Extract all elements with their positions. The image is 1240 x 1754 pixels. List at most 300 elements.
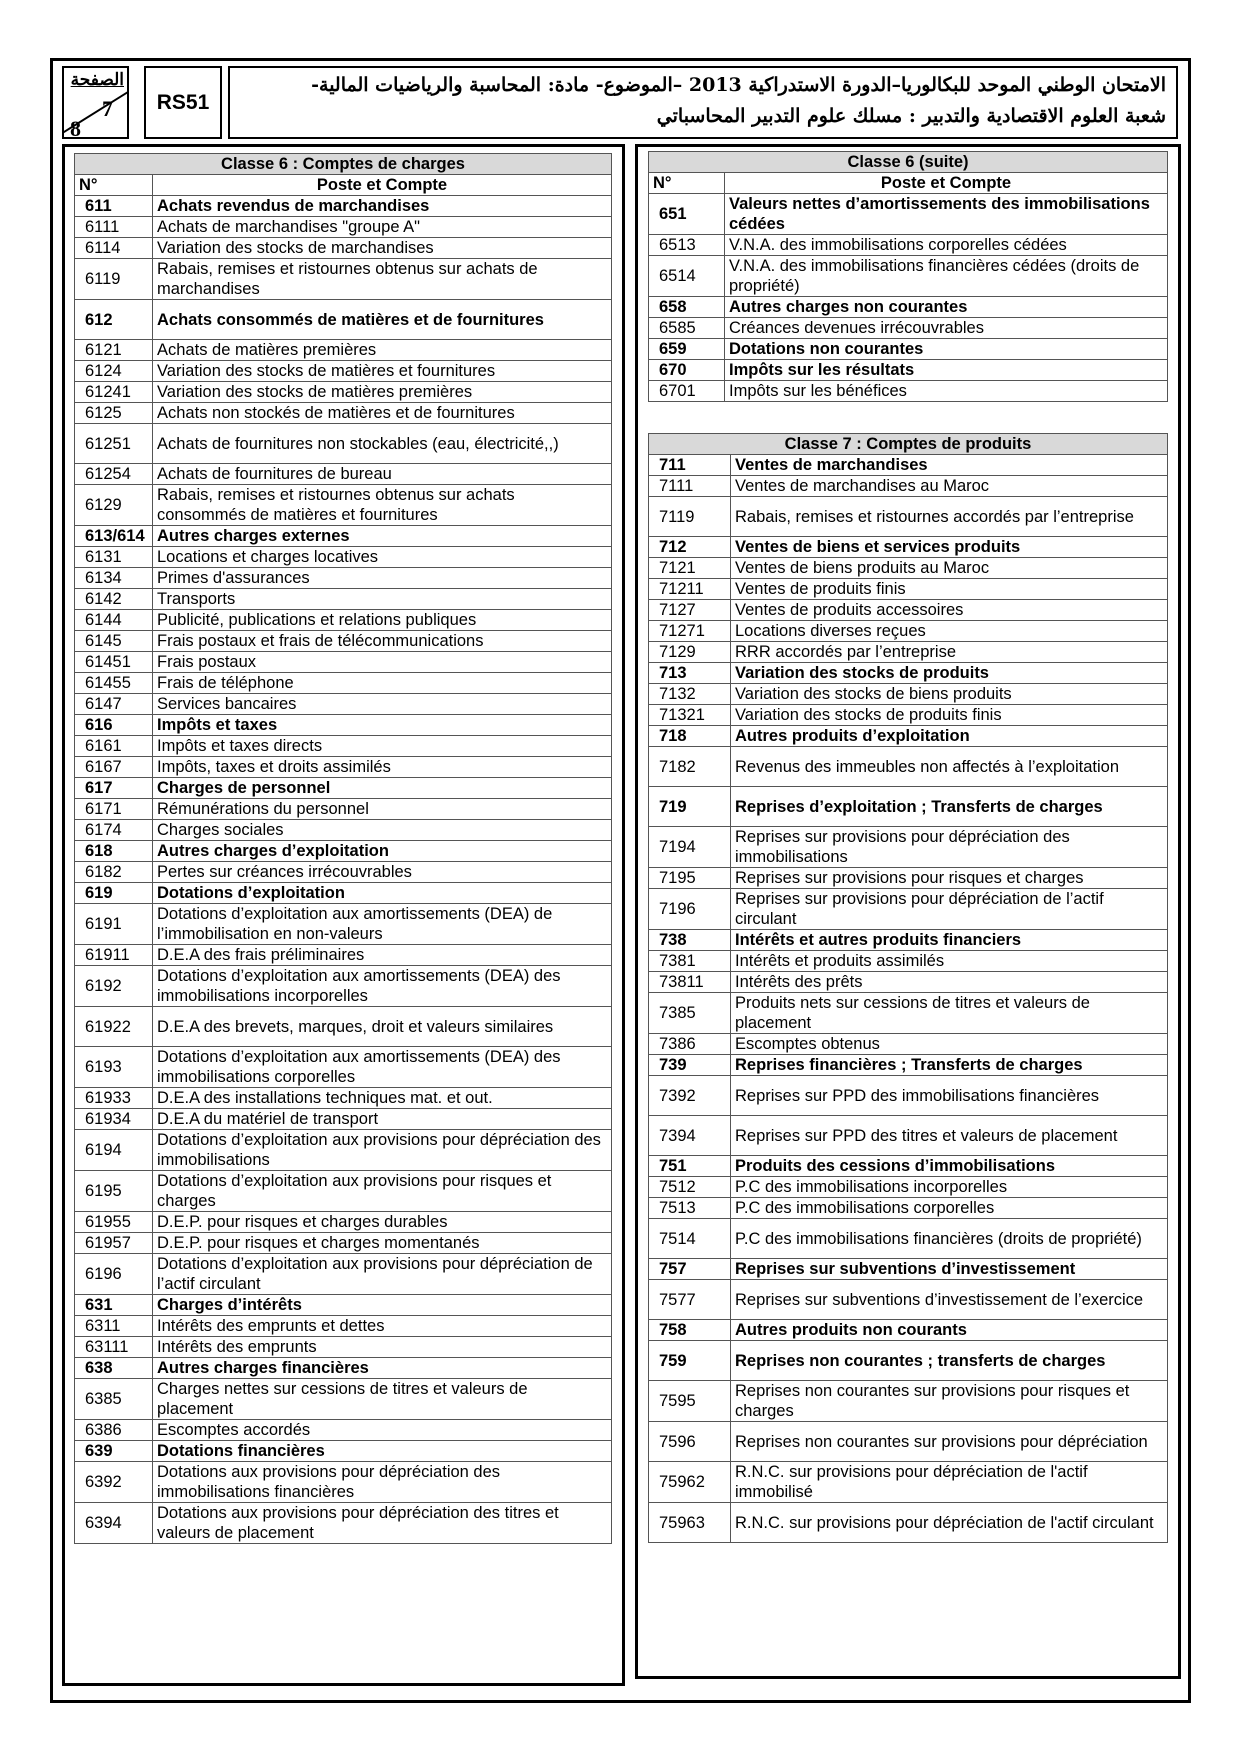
table-row xyxy=(75,1462,612,1503)
account-label: Rabais, remises et ristournes accordés par l’entreprise xyxy=(731,497,1168,537)
account-label: Dotations aux provisions pour dépréciation des immobilisations financières xyxy=(153,1462,612,1503)
account-label: D.E.P. pour risques et charges durables xyxy=(153,1212,612,1233)
table-row xyxy=(75,238,612,259)
account-label: D.E.A des frais préliminaires xyxy=(153,945,612,966)
account-number: 7514 xyxy=(649,1219,731,1259)
table-row xyxy=(75,1109,612,1130)
table-row xyxy=(75,300,612,340)
account-label: Reprises non courantes sur provisions pour risques et charges xyxy=(731,1381,1168,1422)
account-label: Dotations d’exploitation aux amortissements (DEA) des immobilisations corporelles xyxy=(153,1047,612,1088)
table-row xyxy=(75,361,612,382)
table-row xyxy=(649,787,1168,827)
table-row xyxy=(649,642,1168,663)
account-label: Charges nettes sur cessions de titres et valeurs de placement xyxy=(153,1379,612,1420)
account-label: P.C des immobilisations corporelles xyxy=(731,1198,1168,1219)
account-number: 6124 xyxy=(75,361,153,382)
account-number: 6194 xyxy=(75,1130,153,1171)
table-row xyxy=(649,537,1168,558)
produits-table xyxy=(648,433,1168,1543)
account-label: Variation des stocks de produits xyxy=(731,663,1168,684)
account-label: Transports xyxy=(153,589,612,610)
account-label: RRR accordés par l’entreprise xyxy=(731,642,1168,663)
table-row xyxy=(649,455,1168,476)
account-number: 71271 xyxy=(649,621,731,642)
account-number: 61455 xyxy=(75,673,153,694)
account-number: 6196 xyxy=(75,1254,153,1295)
account-label: D.E.A des installations techniques mat. et out. xyxy=(153,1088,612,1109)
account-number: 6167 xyxy=(75,757,153,778)
account-label: Escomptes obtenus xyxy=(731,1034,1168,1055)
account-label: Variation des stocks de produits finis xyxy=(731,705,1168,726)
account-number: 75962 xyxy=(649,1462,731,1503)
column-header-num: N° xyxy=(649,173,725,194)
account-label: P.C des immobilisations financières (droits de propriété) xyxy=(731,1219,1168,1259)
table-row xyxy=(649,1259,1168,1280)
table-row xyxy=(649,476,1168,497)
account-number: 6585 xyxy=(649,318,725,339)
table-row xyxy=(649,747,1168,787)
table-row xyxy=(649,621,1168,642)
account-number: 6513 xyxy=(649,235,725,256)
table-row xyxy=(649,663,1168,684)
account-label: Reprises sur provisions pour risques et charges xyxy=(731,868,1168,889)
account-label: Impôts et taxes xyxy=(153,715,612,736)
account-number: 613/614 xyxy=(75,526,153,547)
account-number: 61922 xyxy=(75,1007,153,1047)
table-row xyxy=(75,715,612,736)
account-label: Ventes de marchandises xyxy=(731,455,1168,476)
account-label: Reprises sur provisions pour dépréciation de l’actif circulant xyxy=(731,889,1168,930)
account-number: 6392 xyxy=(75,1462,153,1503)
account-number: 61451 xyxy=(75,652,153,673)
account-label: Impôts, taxes et droits assimilés xyxy=(153,757,612,778)
exam-title-line-2: شعبة العلوم الاقتصادية والتدبير : مسلك علوم التدبير المحاسباتي xyxy=(656,105,1166,127)
account-number: 616 xyxy=(75,715,153,736)
page-total: 8 xyxy=(70,116,81,139)
account-number: 7111 xyxy=(649,476,731,497)
account-label: Dotations aux provisions pour dépréciation des titres et valeurs de placement xyxy=(153,1503,612,1544)
table-row xyxy=(75,1130,612,1171)
account-label: Reprises sur provisions pour dépréciation des immobilisations xyxy=(731,827,1168,868)
account-number: 6142 xyxy=(75,589,153,610)
account-number: 711 xyxy=(649,455,731,476)
account-number: 7195 xyxy=(649,868,731,889)
table-row xyxy=(649,951,1168,972)
account-number: 6121 xyxy=(75,340,153,361)
account-number: 7577 xyxy=(649,1280,731,1320)
account-number: 757 xyxy=(649,1259,731,1280)
account-number: 670 xyxy=(649,360,725,381)
account-number: 7595 xyxy=(649,1381,731,1422)
table-row xyxy=(649,297,1168,318)
account-label: Escomptes accordés xyxy=(153,1420,612,1441)
table-row xyxy=(649,868,1168,889)
table-row xyxy=(75,799,612,820)
account-label: D.E.A du matériel de transport xyxy=(153,1109,612,1130)
account-number: 6114 xyxy=(75,238,153,259)
table-row xyxy=(75,1007,612,1047)
account-label: Autres charges externes xyxy=(153,526,612,547)
account-number: 7129 xyxy=(649,642,731,663)
account-label: Dotations d’exploitation aux provisions pour risques et charges xyxy=(153,1171,612,1212)
table-row xyxy=(649,1422,1168,1462)
account-label: Reprises sur subventions d’investissement de l’exercice xyxy=(731,1280,1168,1320)
account-label: Dotations d’exploitation aux provisions pour dépréciation des immobilisations xyxy=(153,1130,612,1171)
account-label: Charges de personnel xyxy=(153,778,612,799)
account-label: Dotations non courantes xyxy=(725,339,1168,360)
account-number: 738 xyxy=(649,930,731,951)
account-number: 7385 xyxy=(649,993,731,1034)
account-number: 7121 xyxy=(649,558,731,579)
account-label: P.C des immobilisations incorporelles xyxy=(731,1177,1168,1198)
account-label: Rabais, remises et ristournes obtenus sur achats de marchandises xyxy=(153,259,612,300)
table-row xyxy=(75,778,612,799)
account-number: 6193 xyxy=(75,1047,153,1088)
table-row xyxy=(649,235,1168,256)
account-label: Intérêts des emprunts xyxy=(153,1337,612,1358)
table-row xyxy=(75,403,612,424)
account-number: 7132 xyxy=(649,684,731,705)
account-number: 659 xyxy=(649,339,725,360)
table-row xyxy=(649,339,1168,360)
account-number: 6134 xyxy=(75,568,153,589)
account-number: 619 xyxy=(75,883,153,904)
table-row xyxy=(75,694,612,715)
account-label: Achats de fournitures non stockables (eau, électricité,,) xyxy=(153,424,612,464)
column-header-num: N° xyxy=(75,175,153,196)
table-row xyxy=(649,1462,1168,1503)
account-label: Charges sociales xyxy=(153,820,612,841)
account-label: Autres charges d’exploitation xyxy=(153,841,612,862)
account-label: Revenus des immeubles non affectés à l’exploitation xyxy=(731,747,1168,787)
table-row xyxy=(75,757,612,778)
account-label: Valeurs nettes d’amortissements des immobilisations cédées xyxy=(725,194,1168,235)
account-number: 718 xyxy=(649,726,731,747)
table-row xyxy=(75,526,612,547)
account-label: Pertes sur créances irrécouvrables xyxy=(153,862,612,883)
account-label: Autres produits non courants xyxy=(731,1320,1168,1341)
account-label: Créances devenues irrécouvrables xyxy=(725,318,1168,339)
account-label: Achats consommés de matières et de fournitures xyxy=(153,300,612,340)
account-number: 7386 xyxy=(649,1034,731,1055)
column-header-poste: Poste et Compte xyxy=(153,175,612,196)
account-number: 6385 xyxy=(75,1379,153,1420)
account-label: Publicité, publications et relations publiques xyxy=(153,610,612,631)
account-label: Ventes de biens et services produits xyxy=(731,537,1168,558)
charges-table xyxy=(74,153,612,1544)
account-label: Produits des cessions d’immobilisations xyxy=(731,1156,1168,1177)
account-label: Ventes de produits finis xyxy=(731,579,1168,600)
account-label: Frais postaux et frais de télécommunications xyxy=(153,631,612,652)
table-caption: Classe 6 (suite) xyxy=(649,152,1168,173)
table-row xyxy=(75,1047,612,1088)
account-label: Reprises sur subventions d’investissement xyxy=(731,1259,1168,1280)
account-label: Frais postaux xyxy=(153,652,612,673)
table-row xyxy=(649,381,1168,402)
table-row xyxy=(75,568,612,589)
account-label: Locations et charges locatives xyxy=(153,547,612,568)
table-row xyxy=(75,1254,612,1295)
account-label: Dotations d’exploitation aux amortissements (DEA) des immobilisations incorporelles xyxy=(153,966,612,1007)
account-label: V.N.A. des immobilisations financières cédées (droits de propriété) xyxy=(725,256,1168,297)
exam-title-line-1: الامتحان الوطني الموحد للبكالوريا–الدورة الاستدراكية 2013 –الموضوع- مادة: المحاسبة والرياضيات المالية- xyxy=(311,74,1166,96)
account-number: 61911 xyxy=(75,945,153,966)
page-number: 7 xyxy=(102,96,113,121)
table-row xyxy=(75,1295,612,1316)
table-row xyxy=(649,1034,1168,1055)
exam-title xyxy=(228,66,1178,139)
account-number: 75963 xyxy=(649,1503,731,1543)
account-number: 759 xyxy=(649,1341,731,1381)
account-label: Intérêts et produits assimilés xyxy=(731,951,1168,972)
account-label: Reprises non courantes sur provisions pour dépréciation xyxy=(731,1422,1168,1462)
table-row xyxy=(649,194,1168,235)
table-row xyxy=(75,1441,612,1462)
account-label: Autres charges non courantes xyxy=(725,297,1168,318)
account-number: 61957 xyxy=(75,1233,153,1254)
account-number: 639 xyxy=(75,1441,153,1462)
table-row xyxy=(649,1177,1168,1198)
account-number: 73811 xyxy=(649,972,731,993)
account-label: Autres produits d’exploitation xyxy=(731,726,1168,747)
table-row xyxy=(649,1116,1168,1156)
account-label: Achats de matières premières xyxy=(153,340,612,361)
account-label: Impôts sur les résultats xyxy=(725,360,1168,381)
account-label: Impôts et taxes directs xyxy=(153,736,612,757)
account-label: Dotations d’exploitation aux provisions pour dépréciation de l’actif circulant xyxy=(153,1254,612,1295)
table-row xyxy=(75,1337,612,1358)
table-row xyxy=(75,382,612,403)
account-label: Dotations d’exploitation aux amortissements (DEA) de l’immobilisation en non-valeurs xyxy=(153,904,612,945)
table-row xyxy=(75,904,612,945)
table-row xyxy=(649,1219,1168,1259)
account-number: 758 xyxy=(649,1320,731,1341)
table-row xyxy=(75,1233,612,1254)
table-row xyxy=(649,558,1168,579)
table-row xyxy=(75,1088,612,1109)
account-label: Reprises financières ; Transferts de charges xyxy=(731,1055,1168,1076)
account-number: 6125 xyxy=(75,403,153,424)
account-number: 6119 xyxy=(75,259,153,300)
account-number: 6514 xyxy=(649,256,725,297)
account-label: Dotations d’exploitation xyxy=(153,883,612,904)
account-label: Reprises sur PPD des titres et valeurs de placement xyxy=(731,1116,1168,1156)
table-row xyxy=(649,600,1168,621)
account-number: 6701 xyxy=(649,381,725,402)
table-row xyxy=(649,1320,1168,1341)
account-label: Rabais, remises et ristournes obtenus sur achats consommés de matières et fournitures xyxy=(153,485,612,526)
table-row xyxy=(75,589,612,610)
table-row xyxy=(649,579,1168,600)
account-label: R.N.C. sur provisions pour dépréciation de l'actif circulant xyxy=(731,1503,1168,1543)
account-number: 71321 xyxy=(649,705,731,726)
account-number: 61241 xyxy=(75,382,153,403)
account-number: 751 xyxy=(649,1156,731,1177)
account-number: 61933 xyxy=(75,1088,153,1109)
account-label: Ventes de produits accessoires xyxy=(731,600,1168,621)
account-number: 7392 xyxy=(649,1076,731,1116)
table-row xyxy=(75,464,612,485)
table-row xyxy=(649,360,1168,381)
table-row xyxy=(75,673,612,694)
account-number: 6394 xyxy=(75,1503,153,1544)
table-row xyxy=(649,705,1168,726)
account-label: Locations diverses reçues xyxy=(731,621,1168,642)
account-label: Primes d'assurances xyxy=(153,568,612,589)
account-number: 6161 xyxy=(75,736,153,757)
account-number: 61251 xyxy=(75,424,153,464)
account-number: 6386 xyxy=(75,1420,153,1441)
table-row xyxy=(75,196,612,217)
account-number: 638 xyxy=(75,1358,153,1379)
table-row xyxy=(75,841,612,862)
account-number: 6129 xyxy=(75,485,153,526)
account-number: 6174 xyxy=(75,820,153,841)
table-row xyxy=(75,610,612,631)
account-label: Intérêts des prêts xyxy=(731,972,1168,993)
table-row xyxy=(75,1503,612,1544)
account-label: Achats de fournitures de bureau xyxy=(153,464,612,485)
account-number: 63111 xyxy=(75,1337,153,1358)
account-label: Achats de marchandises "groupe A" xyxy=(153,217,612,238)
account-number: 658 xyxy=(649,297,725,318)
page-label: الصفحة xyxy=(70,70,124,90)
table-row xyxy=(649,497,1168,537)
account-number: 713 xyxy=(649,663,731,684)
account-label: Variation des stocks de matières et fournitures xyxy=(153,361,612,382)
account-number: 631 xyxy=(75,1295,153,1316)
table-row xyxy=(75,424,612,464)
account-number: 7196 xyxy=(649,889,731,930)
account-label: Variation des stocks de matières premières xyxy=(153,382,612,403)
account-label: Impôts sur les bénéfices xyxy=(725,381,1168,402)
account-number: 6311 xyxy=(75,1316,153,1337)
table-row xyxy=(75,340,612,361)
table-row xyxy=(75,862,612,883)
account-number: 719 xyxy=(649,787,731,827)
table-row xyxy=(75,1212,612,1233)
account-number: 61934 xyxy=(75,1109,153,1130)
table-row xyxy=(649,1280,1168,1320)
page-number-box xyxy=(62,66,129,139)
account-label: R.N.C. sur provisions pour dépréciation de l'actif immobilisé xyxy=(731,1462,1168,1503)
account-number: 712 xyxy=(649,537,731,558)
table-row xyxy=(75,1358,612,1379)
account-number: 6145 xyxy=(75,631,153,652)
table-row xyxy=(649,318,1168,339)
account-number: 7596 xyxy=(649,1422,731,1462)
account-label: Variation des stocks de marchandises xyxy=(153,238,612,259)
account-label: Reprises d’exploitation ; Transferts de charges xyxy=(731,787,1168,827)
account-number: 6191 xyxy=(75,904,153,945)
account-label: Achats non stockés de matières et de fournitures xyxy=(153,403,612,424)
table-row xyxy=(75,736,612,757)
account-label: Ventes de biens produits au Maroc xyxy=(731,558,1168,579)
account-number: 7394 xyxy=(649,1116,731,1156)
table-row xyxy=(649,1198,1168,1219)
table-row xyxy=(649,726,1168,747)
table-row xyxy=(649,1055,1168,1076)
account-label: Intérêts et autres produits financiers xyxy=(731,930,1168,951)
table-row xyxy=(75,1379,612,1420)
account-label: Charges d’intérêts xyxy=(153,1295,612,1316)
table-row xyxy=(649,256,1168,297)
table-row xyxy=(649,930,1168,951)
account-label: Rémunérations du personnel xyxy=(153,799,612,820)
account-number: 61254 xyxy=(75,464,153,485)
exam-code: RS51 xyxy=(144,66,222,139)
table-row xyxy=(75,966,612,1007)
table-row xyxy=(649,684,1168,705)
account-label: Autres charges financières xyxy=(153,1358,612,1379)
table-row xyxy=(649,972,1168,993)
table-row xyxy=(75,1316,612,1337)
table-caption: Classe 6 : Comptes de charges xyxy=(75,154,612,175)
account-number: 6111 xyxy=(75,217,153,238)
table-row xyxy=(75,217,612,238)
account-number: 6195 xyxy=(75,1171,153,1212)
account-label: D.E.A des brevets, marques, droit et valeurs similaires xyxy=(153,1007,612,1047)
table-row xyxy=(649,1156,1168,1177)
account-number: 6192 xyxy=(75,966,153,1007)
account-label: Reprises sur PPD des immobilisations financières xyxy=(731,1076,1168,1116)
table-row xyxy=(75,1420,612,1441)
account-number: 7512 xyxy=(649,1177,731,1198)
table-caption: Classe 7 : Comptes de produits xyxy=(649,434,1168,455)
account-number: 7381 xyxy=(649,951,731,972)
account-number: 71211 xyxy=(649,579,731,600)
account-label: Dotations financières xyxy=(153,1441,612,1462)
account-label: D.E.P. pour risques et charges momentanés xyxy=(153,1233,612,1254)
column-header-poste: Poste et Compte xyxy=(725,173,1168,194)
account-number: 6171 xyxy=(75,799,153,820)
table-row xyxy=(75,631,612,652)
account-number: 7119 xyxy=(649,497,731,537)
account-number: 612 xyxy=(75,300,153,340)
account-label: V.N.A. des immobilisations corporelles cédées xyxy=(725,235,1168,256)
table-row xyxy=(649,1076,1168,1116)
account-number: 611 xyxy=(75,196,153,217)
account-number: 618 xyxy=(75,841,153,862)
table-row xyxy=(649,1503,1168,1543)
table-row xyxy=(75,1171,612,1212)
account-number: 7182 xyxy=(649,747,731,787)
account-label: Produits nets sur cessions de titres et valeurs de placement xyxy=(731,993,1168,1034)
table-row xyxy=(75,820,612,841)
table-row xyxy=(75,485,612,526)
account-label: Intérêts des emprunts et dettes xyxy=(153,1316,612,1337)
table-row xyxy=(649,889,1168,930)
account-number: 7194 xyxy=(649,827,731,868)
table-row xyxy=(649,827,1168,868)
account-number: 6182 xyxy=(75,862,153,883)
account-label: Services bancaires xyxy=(153,694,612,715)
table-row xyxy=(649,1381,1168,1422)
table-row xyxy=(649,1341,1168,1381)
account-label: Ventes de marchandises au Maroc xyxy=(731,476,1168,497)
account-label: Reprises non courantes ; transferts de charges xyxy=(731,1341,1168,1381)
table-row xyxy=(75,883,612,904)
table-row xyxy=(649,993,1168,1034)
account-label: Achats revendus de marchandises xyxy=(153,196,612,217)
account-number: 6131 xyxy=(75,547,153,568)
account-number: 651 xyxy=(649,194,725,235)
account-number: 6144 xyxy=(75,610,153,631)
table-row xyxy=(75,945,612,966)
table-row xyxy=(75,259,612,300)
account-label: Variation des stocks de biens produits xyxy=(731,684,1168,705)
charges-suite-table xyxy=(648,151,1168,402)
